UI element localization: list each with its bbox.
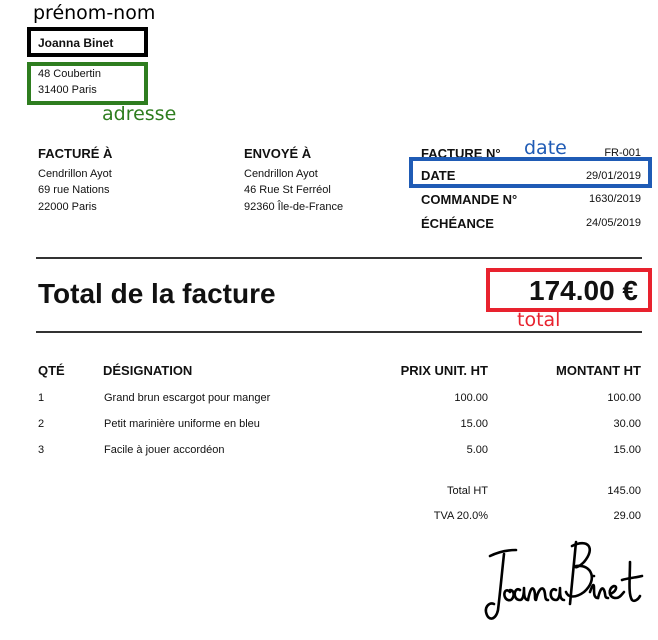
row-qty: 1 xyxy=(38,392,45,404)
row-qty: 2 xyxy=(38,418,45,430)
sender-name: Joanna Binet xyxy=(38,36,114,50)
shipped-to-heading: ENVOYÉ À xyxy=(244,146,312,161)
column-header-amount: MONTANT HT xyxy=(556,363,641,378)
divider-top xyxy=(36,257,642,259)
row-designation: Petit marinière uniforme en bleu xyxy=(104,418,260,430)
invoice-total-title: Total de la facture xyxy=(38,278,276,309)
invoice-date-label: DATE xyxy=(421,168,456,183)
name-annotation-label: prénom-nom xyxy=(33,2,156,24)
shipped-to-street: 46 Rue St Ferréol xyxy=(244,184,331,196)
handwritten-signature xyxy=(480,532,645,627)
due-date-value: 24/05/2019 xyxy=(585,217,641,229)
order-number-value: 1630/2019 xyxy=(589,193,641,205)
billed-to-name: Cendrillon Ayot xyxy=(38,168,112,180)
row-qty: 3 xyxy=(38,444,45,456)
billed-to-street: 69 rue Nations xyxy=(38,184,110,196)
billed-to-heading: FACTURÉ À xyxy=(38,146,113,161)
total-ht-label: Total HT xyxy=(447,485,488,497)
total-ht-value: 145.00 xyxy=(607,485,641,497)
row-designation: Grand brun escargot pour manger xyxy=(104,392,271,404)
column-header-qty: QTÉ xyxy=(38,363,65,378)
row-amount: 15.00 xyxy=(613,444,641,456)
date-annotation-label: date xyxy=(524,137,567,159)
column-header-designation: DÉSIGNATION xyxy=(103,363,193,378)
tva-label: TVA 20.0% xyxy=(433,510,488,522)
row-unit-price: 5.00 xyxy=(466,444,488,456)
invoice-date-value: 29/01/2019 xyxy=(585,170,641,182)
row-designation: Facile à jouer accordéon xyxy=(104,444,225,456)
billed-to-city: 22000 Paris xyxy=(38,201,97,213)
invoice-total-amount: 174.00 € xyxy=(529,275,638,306)
address-annotation-label: adresse xyxy=(102,103,177,125)
row-unit-price: 100.00 xyxy=(454,392,488,404)
sender-address-line1: 48 Coubertin xyxy=(38,68,101,80)
order-number-label: COMMANDE N° xyxy=(421,192,518,207)
column-header-unit-price: PRIX UNIT. HT xyxy=(400,363,488,378)
shipped-to-name: Cendrillon Ayot xyxy=(244,168,318,180)
invoice-number-value: FR-001 xyxy=(604,147,641,159)
total-annotation-label: total xyxy=(517,309,561,331)
due-date-label: ÉCHÉANCE xyxy=(421,216,494,231)
row-amount: 30.00 xyxy=(613,418,641,430)
row-amount: 100.00 xyxy=(607,392,641,404)
sender-address-line2: 31400 Paris xyxy=(38,84,97,96)
divider-bottom xyxy=(36,331,642,333)
tva-value: 29.00 xyxy=(613,510,641,522)
shipped-to-city: 92360 Île-de-France xyxy=(244,201,344,213)
row-unit-price: 15.00 xyxy=(460,418,488,430)
invoice-number-label: FACTURE N° xyxy=(421,146,501,161)
